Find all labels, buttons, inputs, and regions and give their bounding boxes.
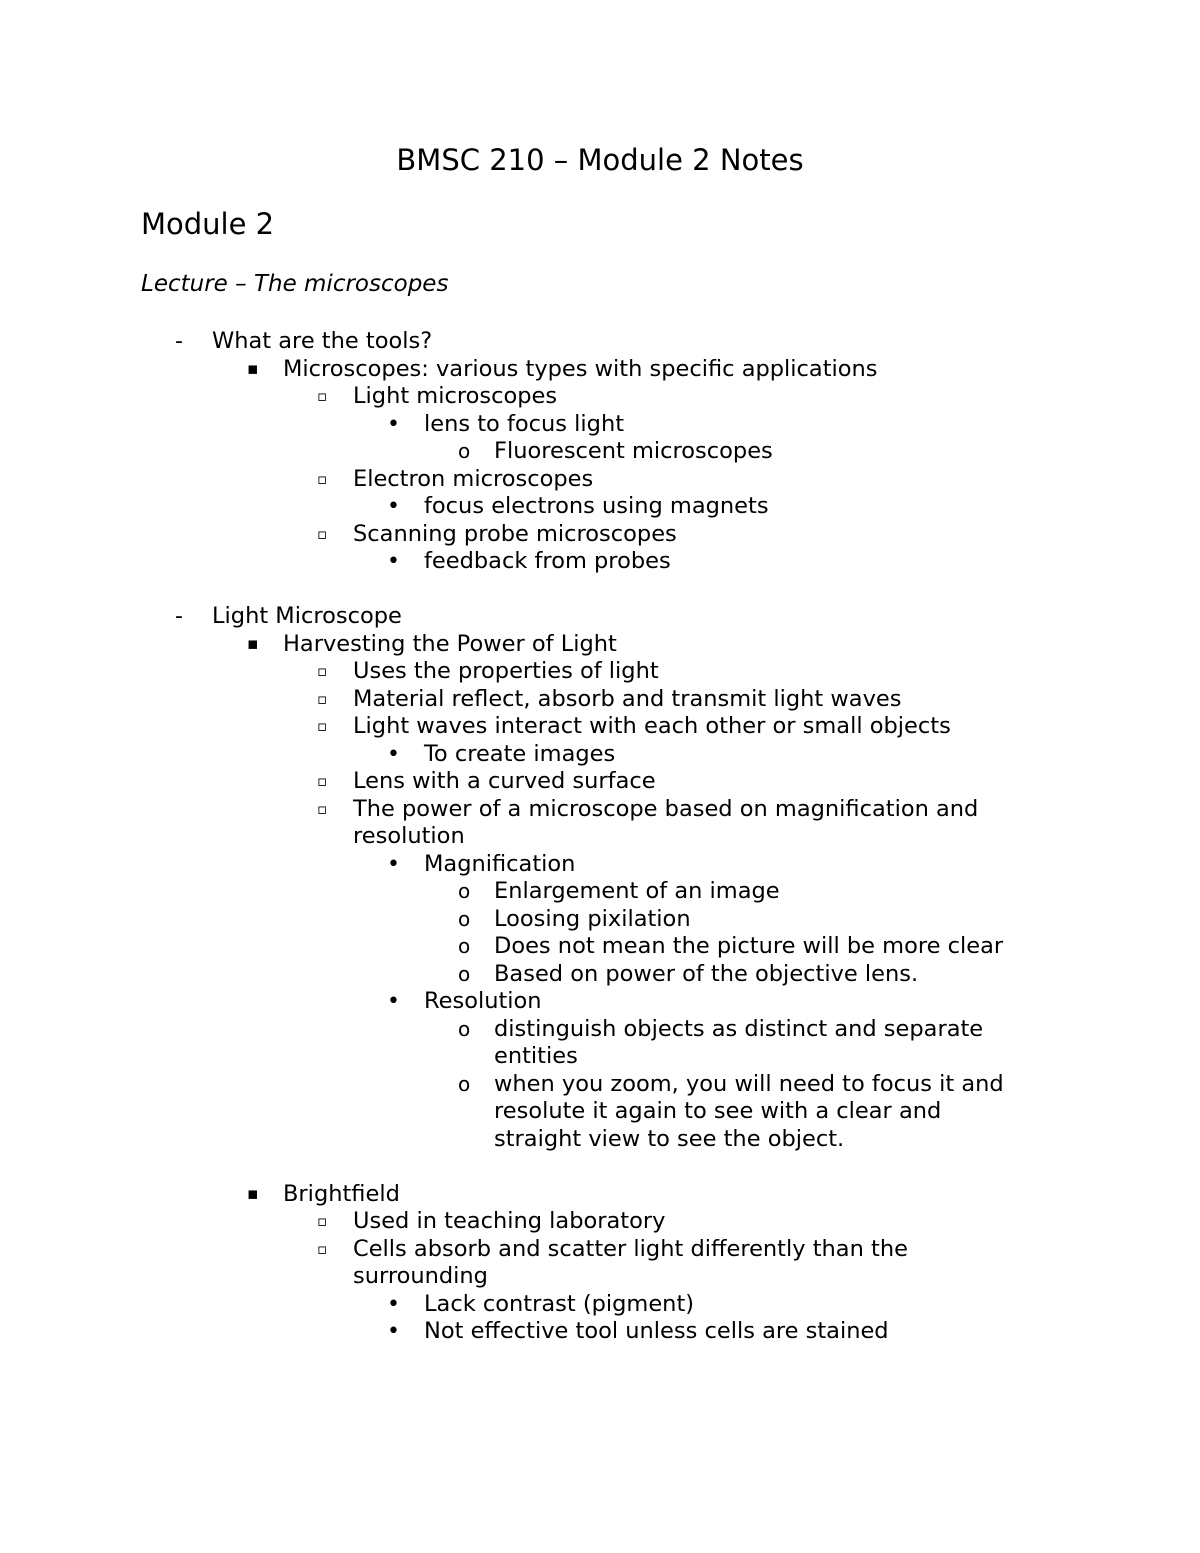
note-line: Does not mean the picture will be more clear <box>494 933 1004 959</box>
note-line: lens to focus light <box>424 410 625 437</box>
note-line: What are the tools? <box>212 328 433 354</box>
hollow-square-bullet-icon: ▫ <box>317 524 328 543</box>
round-bullet-icon: • <box>387 1291 400 1317</box>
note-line: Used in teaching laboratory <box>353 1208 666 1234</box>
note-line: Uses the properties of light <box>353 658 659 684</box>
round-bullet-icon: • <box>387 494 400 519</box>
note-line: Lens with a curved surface <box>353 768 656 794</box>
note-line: Light microscopes <box>353 383 558 409</box>
note-line: when you zoom, you will need to focus it and <box>494 1070 1004 1097</box>
note-line: Scanning probe microscopes <box>353 520 677 547</box>
note-line: Light waves interact with each other or small objects <box>353 713 951 739</box>
circle-bullet-icon: o <box>458 879 471 903</box>
note-line: distinguish objects as distinct and separate <box>494 1015 984 1042</box>
hollow-square-bullet-icon: ▫ <box>317 1212 328 1230</box>
circle-bullet-icon: o <box>458 1016 471 1041</box>
note-line: resolute it again to see with a clear and <box>494 1098 942 1124</box>
round-bullet-icon: • <box>387 851 400 877</box>
note-line: Magnification <box>424 850 576 877</box>
note-line: Harvesting the Power of Light <box>283 630 617 657</box>
round-bullet-icon: • <box>387 1319 400 1344</box>
note-line: surrounding <box>353 1263 488 1289</box>
circle-bullet-icon: o <box>458 906 471 931</box>
note-line: To create images <box>424 740 616 767</box>
dash-bullet-icon: - <box>175 329 183 354</box>
circle-bullet-icon: o <box>458 934 471 958</box>
dash-bullet-icon: - <box>175 604 183 629</box>
circle-bullet-icon: o <box>458 439 471 463</box>
filled-square-bullet-icon: ▪ <box>247 1183 259 1204</box>
note-line: Resolution <box>424 988 542 1014</box>
filled-square-bullet-icon: ▪ <box>247 633 259 654</box>
note-line: Not effective tool unless cells are stained <box>424 1318 889 1344</box>
note-line: focus electrons using magnets <box>424 493 769 519</box>
note-line: Brightfield <box>283 1180 400 1207</box>
note-line: Lack contrast (pigment) <box>424 1290 695 1317</box>
note-line: Light Microscope <box>212 603 402 629</box>
circle-bullet-icon: o <box>458 1071 471 1096</box>
circle-bullet-icon: o <box>458 961 471 986</box>
lecture-topic: The microscopes <box>253 271 449 297</box>
note-line: Microscopes: various types with specific applications <box>283 355 878 382</box>
note-line: Based on power of the objective lens. <box>494 960 919 987</box>
hollow-square-bullet-icon: ▫ <box>317 689 328 708</box>
note-line: entities <box>494 1043 578 1069</box>
document-title: BMSC 210 – Module 2 Notes <box>396 143 804 177</box>
note-line: Cells absorb and scatter light differently than the <box>353 1235 908 1262</box>
hollow-square-bullet-icon: ▫ <box>317 1239 328 1258</box>
note-line: Electron microscopes <box>353 465 594 492</box>
lecture-label: Lecture <box>141 271 228 297</box>
hollow-square-bullet-icon: ▫ <box>317 717 328 735</box>
note-line: Fluorescent microscopes <box>494 438 773 464</box>
round-bullet-icon: • <box>387 411 400 437</box>
hollow-square-bullet-icon: ▫ <box>317 387 328 405</box>
round-bullet-icon: • <box>387 741 400 767</box>
round-bullet-icon: • <box>387 549 400 574</box>
note-line: resolution <box>353 823 465 849</box>
round-bullet-icon: • <box>387 989 400 1014</box>
note-line: Material reflect, absorb and transmit light waves <box>353 685 902 712</box>
note-line: straight view to see the object. <box>494 1125 845 1152</box>
hollow-square-bullet-icon: ▫ <box>317 662 328 680</box>
hollow-square-bullet-icon: ▫ <box>317 469 328 488</box>
filled-square-bullet-icon: ▪ <box>247 358 259 379</box>
lecture-separator: – <box>235 271 247 297</box>
note-line: Loosing pixilation <box>494 905 691 932</box>
hollow-square-bullet-icon: ▫ <box>317 772 328 790</box>
note-line: Enlargement of an image <box>494 878 780 904</box>
note-line: feedback from probes <box>424 548 671 574</box>
hollow-square-bullet-icon: ▫ <box>317 799 328 818</box>
module-heading: Module 2 <box>141 207 275 241</box>
note-line: The power of a microscope based on magnification and <box>353 795 979 822</box>
